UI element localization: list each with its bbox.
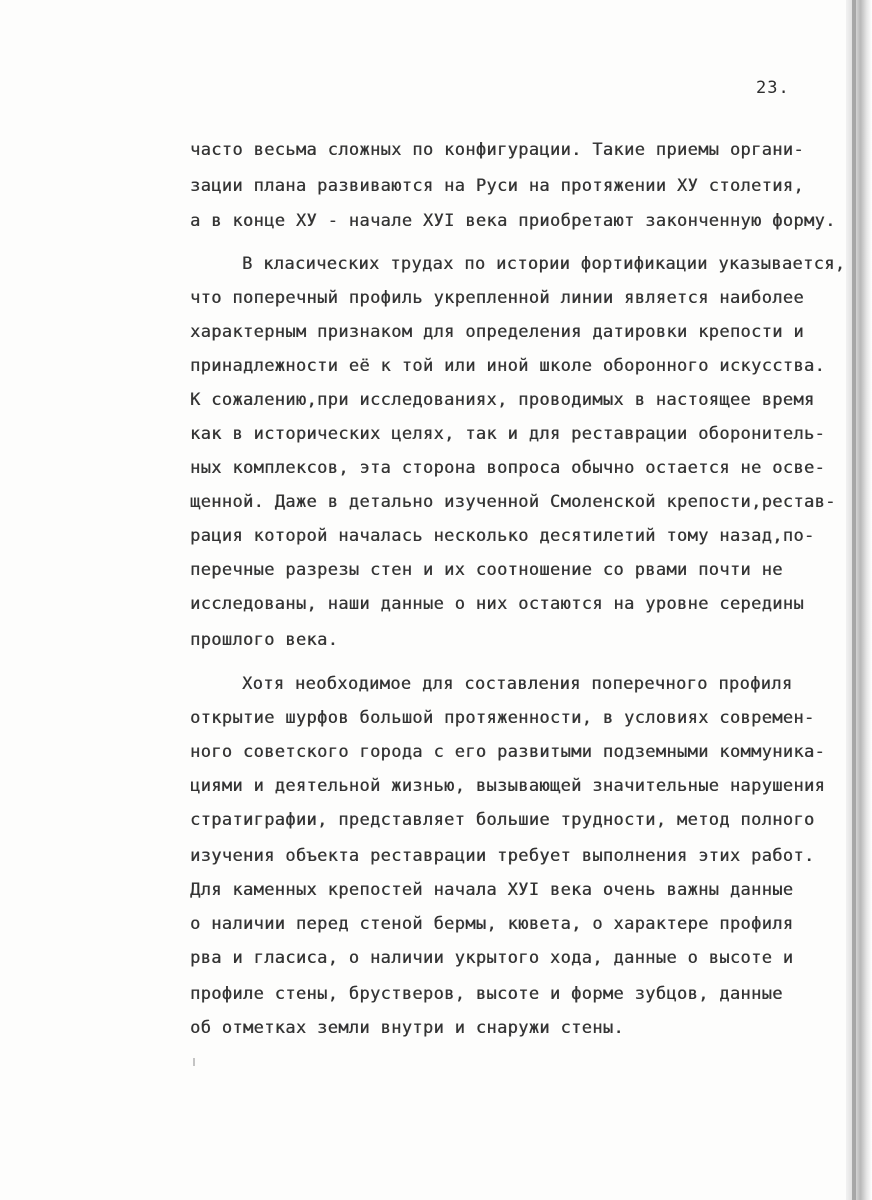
scanner-edge [846,0,872,1200]
text-line: стратиграфии, представляет большие трудности, метод полного [190,810,815,830]
page-edge-line [852,0,856,1200]
text-line: об отметках земли внутри и снаружи стены. [190,1018,624,1038]
text-line: Для каменных крепостей начала ХУI века очень важны данные [190,880,794,900]
text-line: ных комплексов, эта сторона вопроса обычно остается не осве- [190,458,826,478]
text-line: характерным признаком для определения датировки крепости и [190,322,804,342]
text-line: щенной. Даже в детально изученной Смоленской крепости,рестав- [190,492,836,512]
text-line: В класических трудах по истории фортификации указывается, [242,254,846,274]
text-line: принадлежности её к той или иной школе оборонного искусства. [190,356,826,376]
page-number: 23. [756,78,790,98]
text-line: а в конце ХУ - начале ХУI века приобретают законченную форму. [190,211,836,231]
text-line: профиле стены, брустверов, высоте и форме зубцов, данные [190,984,783,1004]
text-line: открытие шурфов большой протяженности, в условиях современ- [190,708,815,728]
text-line: перечные разрезы стен и их соотношение со рвами почти не [190,560,783,580]
text-line: ного советского города с его развитыми подземными коммуника- [190,742,826,762]
text-line: часто весьма сложных по конфигурации. Такие приемы органи- [190,140,804,160]
text-line: рация которой началась несколько десятилетий тому назад,по- [190,526,815,546]
text-line: циями и деятельной жизнью, вызывающей значительные нарушения [190,776,826,796]
text-line: исследованы, наши данные о них остаются на уровне середины [190,594,804,614]
text-line: К сожалению,при исследованиях, проводимых в настоящее время [190,390,815,410]
text-line: зации плана развиваются на Руси на протяжении ХУ столетия, [190,176,804,196]
paper-speck [193,1058,195,1066]
text-line: изучения объекта реставрации требует выполнения этих работ. [190,846,815,866]
text-line: прошлого века. [190,630,339,650]
text-line: что поперечный профиль укрепленной линии является наиболее [190,288,804,308]
text-line: как в исторических целях, так и для реставрации оборонитель- [190,424,826,444]
text-line: рва и гласиса, о наличии укрытого хода, данные о высоте и [190,948,794,968]
text-line: о наличии перед стеной бермы, кювета, о характере профиля [190,914,794,934]
text-line: Хотя необходимое для составления поперечного профиля [242,674,793,694]
